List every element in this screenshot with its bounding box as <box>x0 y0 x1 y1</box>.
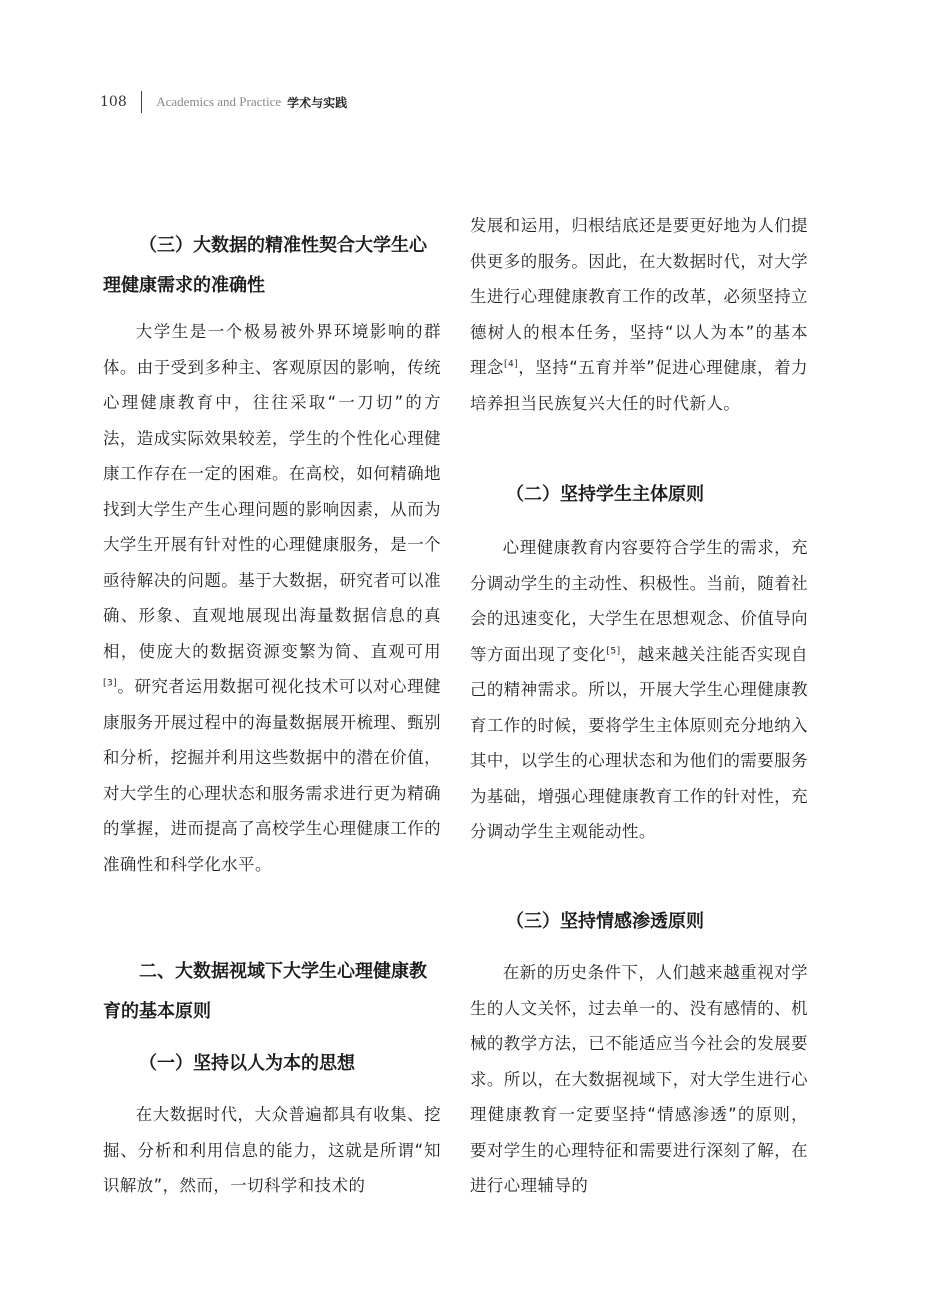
citation: [3] <box>103 678 118 689</box>
citation: [4] <box>503 359 519 370</box>
section-heading-2-2: （二）坚持学生主体原则 <box>506 484 704 505</box>
paragraph: 发展和运用，归根结底还是要更好地为人们提供更多的服务。因此，在大数据时代，对大学生进行心理健康教育工作的改革，必须坚持立德树人的根本任务，坚持“以人为本”的基本理念[4]，坚持“五育并举”促进心理健康，着力培养担当民族复兴大任的时代新人。 <box>470 216 809 413</box>
paragraph: 心理健康教育内容要符合学生的需求，充分调动学生的主动性、积极性。当前，随着社会的迅速变化，大学生在思想观念、价值导向等方面出现了变化[5]，越来越关注能否实现自己的精神需求。所以，开展大学生心理健康教育工作的时候，要将学生主体原则充分地纳入其中，以学生的心理状态和为他们的需要服务为基础，增强心理健康教育工作的针对性，充分调动学生主观能动性。 <box>470 538 809 841</box>
section-heading-2-3: （三）坚持情感渗透原则 <box>506 911 704 932</box>
section-heading-3: （三）大数据的精准性契合大学生心理健康需求的准确性 <box>103 235 427 296</box>
paragraph: 在大数据时代，大众普遍都具有收集、挖掘、分析和利用信息的能力，这就是所谓“知识解放”，然而，一切科学和技术的 <box>103 1105 441 1195</box>
citation: [5] <box>606 646 621 657</box>
paragraph: 大学生是一个极易被外界环境影响的群体。由于受到多种主、客观原因的影响，传统心理健康教育中，往往采取“一刀切”的方法，造成实际效果较差，学生的个性化心理健康工作存在一定的困难。在高校，如何精确地找到大学生产生心理问题的影响因素，从而为大学生开展有针对性的心理健康服务，是一个亟待解决的问题。基于大数据，研究者可以准确、形象、直观地展现出海量数据信息的真相，使庞大的数据资源变繁为简、直观可用[3]。研究者运用数据可视化技术可以对心理健康服务开展过程中的海量数据展开梳理、甄别和分析，挖掘并利用这些数据中的潜在价值，对大学生的心理状态和服务需求进行更为精确的掌握，进而提高了高校学生心理健康工作的准确性和科学化水平。 <box>103 322 441 874</box>
journal-title-cn: 学术与实践 <box>287 95 348 110</box>
page-number: 108 <box>100 94 127 110</box>
journal-title-en: Academics and Practice <box>156 94 282 109</box>
running-header <box>100 90 347 114</box>
chapter-heading-2: 二、大数据视域下大学生心理健康教育的基本原则 <box>103 961 427 1022</box>
paragraph: 在新的历史条件下，人们越来越重视对学生的人文关怀，过去单一的、没有感情的、机械的教学方法，已不能适应当今社会的发展要求。所以，在大数据视域下，对大学生进行心理健康教育一定要坚持“情感渗透”的原则，要对学生的心理特征和需要进行深刻了解，在进行心理辅导的 <box>470 963 808 1195</box>
section-heading-2-1: （一）坚持以人为本的思想 <box>139 1053 355 1074</box>
header-divider <box>141 91 143 113</box>
